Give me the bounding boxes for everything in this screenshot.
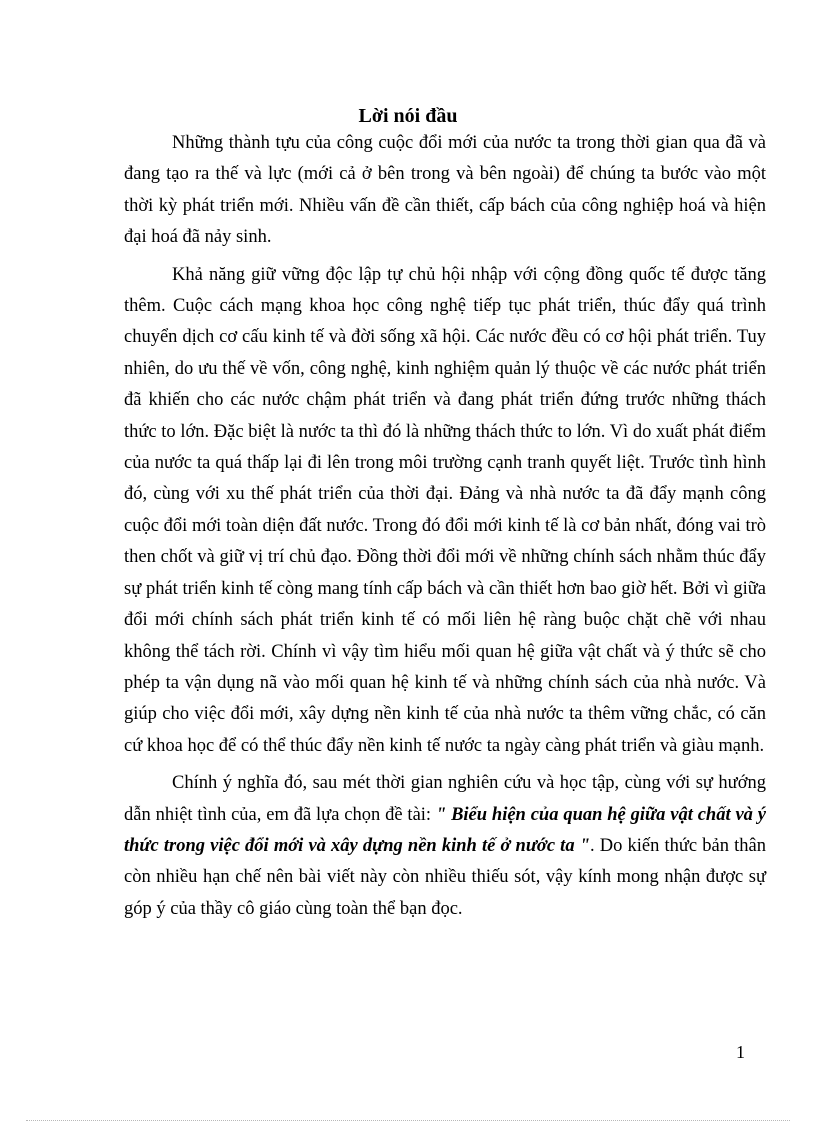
paragraph-2: Khả năng giữ vững độc lập tự chủ hội nhập với cộng đồng quốc tế được tăng thêm. Cuộc cách mạng khoa học công nghệ tiếp tục phát triển, thúc đẩy quá trình chuyển dịch cơ cấu kinh tế và đời sống xã hội. Các nước đều có cơ hội phát triển. Tuy nhiên, do ưu thế về vốn, công nghệ, kinh nghiệm quản lý thuộc về các nước phát triển đã khiến cho các nước chậm phát triển và đang phát triển đứng trước những thách thức to lớn. Đặc biệt là nước ta thì đó là những thách thức to lớn. Vì do xuất phát điểm của nước ta quá thấp lại đi lên trong môi trường cạnh tranh quyết liệt. Trước tình hình đó, cùng với xu thế phát triển của thời đại. Đảng và nhà nước ta đã đẩy mạnh công cuộc đổi mới toàn diện đất nước. Trong đó đổi mới kinh tế là cơ bản nhất, đóng vai trò then chốt và giữ vị trí chủ đạo. Đồng thời đổi mới về những chính sách nhằm thúc đẩy sự phát triển kinh tế còng mang tính cấp bách và cần thiết hơn bao giờ hết. Bởi vì giữa đổi mới chính sách phát triển kinh tế có mối liên hệ ràng buộc chặt chẽ với nhau không thể tách rời. Chính vì vậy tìm hiểu mối quan hệ giữa vật chất và ý thức sẽ cho phép ta vận dụng nã vào mối quan hệ kinh tế và những chính sách của nhà nước. Và giúp cho việc đổi mới, xây dựng nền kinh tế của nhà nước ta thêm vững chắc, có căn cứ khoa học để có thể thúc đẩy nền kinh tế nước ta ngày càng phát triển và giàu mạnh. [124,264,766,756]
thesis-topic: " Biểu hiện của quan hệ giữa vật chất và ý thức trong việc đổi mới và xây dựng nền kinh tế ở nước ta " [124,804,766,856]
paragraph-1: Những thành tựu của công cuộc đổi mới của nước ta trong thời gian qua đã và đang tạo ra thế và lực (mới cả ở bên trong và bên ngoài) để chúng ta bước vào một thời kỳ phát triển mới. Nhiều vấn đề cần thiết, cấp bách của công nghiệp hoá và hiện đại hoá đã nảy sinh. [124,133,766,248]
paragraph-3 [124,768,766,925]
document-title: Lời nói đầu [358,105,458,127]
page-bottom-divider [26,1120,790,1121]
document-body [124,128,766,931]
paragraph-3-tail: . Do kiến thức bản thân còn nhiều hạn chế nên bài viết này còn nhiều thiếu sót, vậy kính mong nhận được sự góp ý của thầy cô giáo cùng toàn thể bạn đọc. [124,835,766,919]
page-number: 1 [736,1042,745,1062]
paragraph-3-lead: Chính ý nghĩa đó, sau mét thời gian nghiên cứu và học tập, cùng với sự hướng dẫn nhiệt tình của, em đã lựa chọn đề tài: [124,773,766,825]
